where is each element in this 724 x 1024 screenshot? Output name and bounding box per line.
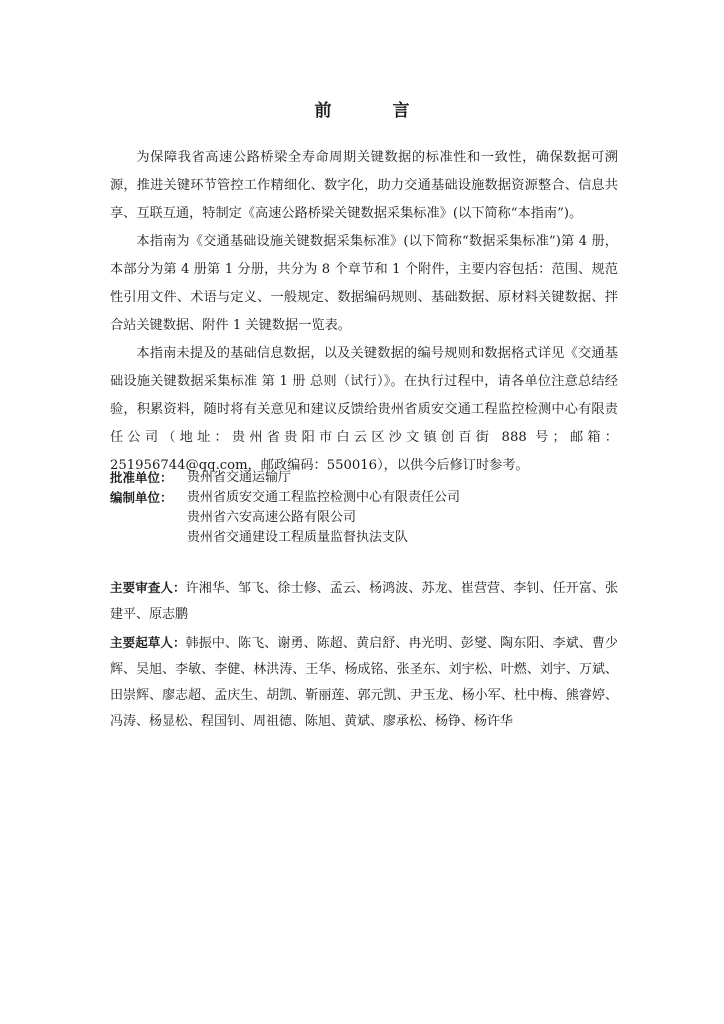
compilation-unit-values: [187, 488, 618, 548]
approval-unit-values: [187, 468, 618, 488]
preface-paragraph-2: 本指南为《交通基础设施关键数据采集标准》(以下简称“数据采集标准”)第 4 册，本部分为第 4 册第 1 分册，共分为 8 个章节和 1 个附件，主要内容包括：范围、规范性引用文件、术语与定义、一般规定、数据编码规则、基础数据、原材料关键数据、拌合站关键数据、附件 1 关键数据一览表。: [110, 234, 618, 333]
units-section: [110, 468, 618, 548]
compilation-unit-name: 贵州省质安交通工程监控检测中心有限责任公司: [187, 490, 461, 505]
approval-unit-label: 批准单位：: [110, 470, 173, 485]
reviewers-label: 主要审查人：: [110, 580, 186, 595]
preface-paragraph-1: 为保障我省高速公路桥梁全寿命周期关键数据的标准性和一致性，确保数据可溯源，推进关键环节管控工作精细化、数字化，助力交通基础设施数据资源整合、信息共享、互联互通，特制定《高速公路桥梁关键数据采集标准》(以下简称“本指南”)。: [110, 150, 618, 221]
page-title: 前 言: [314, 101, 432, 121]
drafters-label: 主要起草人：: [110, 635, 186, 650]
reviewers-group: [110, 575, 618, 628]
people-section: [110, 575, 618, 735]
drafters-group: [110, 630, 618, 735]
approval-unit-row: [110, 468, 618, 488]
drafters-names: 韩振中、陈飞、谢勇、陈超、黄启舒、冉光明、彭燮、陶东阳、李斌、曹少辉、吴旭、李敏、李健、林洪涛、王华、杨成铭、张圣东、刘宇松、叶燃、刘宇、万斌、田崇辉、廖志超、孟庆生、胡凯、靳丽莲、郭元凯、尹玉龙、杨小军、杜中梅、熊睿婷、冯涛、杨显松、程国钊、周祖德、陈旭、黄斌、廖承松、杨铮、杨许华: [110, 636, 618, 729]
compilation-unit-row: [110, 488, 618, 548]
reviewers-names: 许湘华、邹飞、徐士修、孟云、杨鸿波、苏龙、崔营营、李钊、任开富、张建平、原志鹏: [110, 581, 618, 622]
compilation-unit-label: 编制单位：: [110, 490, 173, 505]
preface-paragraph-3: 本指南未提及的基础信息数据，以及关键数据的编号规则和数据格式详见《交通基础设施关键数据采集标准 第 1 册 总则（试行）》。在执行过程中，请各单位注意总结经验，积累资料，随时将有关意见和建议反馈给贵州省质安交通工程监控检测中心有限责任公司（地址：贵州省贵阳市白云区沙文镇创百街 888 号；邮箱：251956744@qq.com，邮政编码：550016），以供今后修订时参考。: [110, 346, 618, 473]
approval-unit-name: 贵州省交通运输厅: [187, 470, 292, 485]
compilation-unit-name: 贵州省六安高速公路有限公司: [187, 510, 357, 525]
preface-body: [110, 144, 618, 480]
compilation-unit-name: 贵州省交通建设工程质量监督执法支队: [187, 530, 409, 545]
